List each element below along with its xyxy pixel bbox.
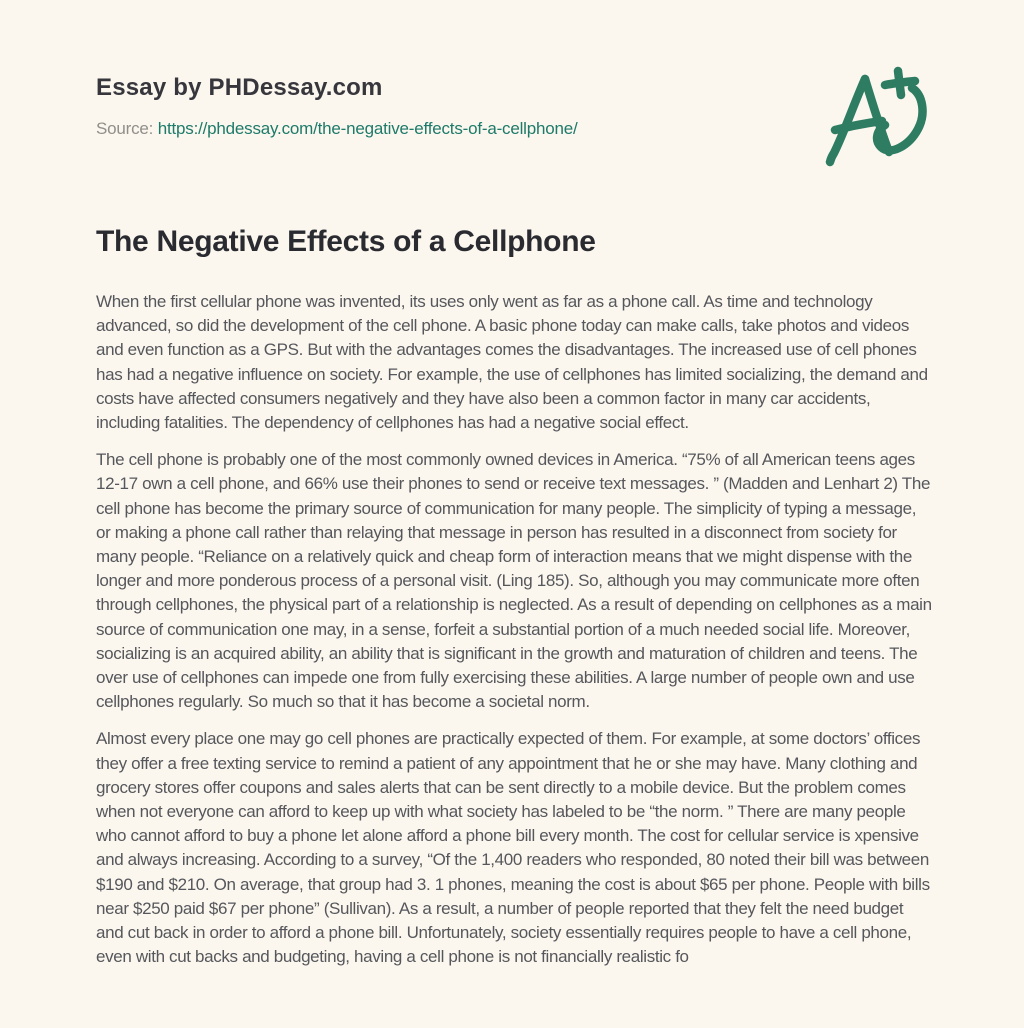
essay-title: The Negative Effects of a Cellphone bbox=[96, 225, 596, 258]
essay-by-heading: Essay by PHDessay.com bbox=[96, 74, 383, 101]
essay-body bbox=[96, 290, 932, 969]
essay-paragraph-2: The cell phone is probably one of the most commonly owned devices in America. “75% of all American teens ages 12-17 own a cell phone, and 66% use their phones to send or receive text messages. ” (Madden and Lenhart 2) The cell phone has become the primary source of communication for many people. The simplicity of typing a message, or making a phone call rather than relaying that message in person has resulted in a disconnect from society for many people. “Reliance on a relatively quick and cheap form of interaction means that we might dispense with the longer and more ponderous process of a personal visit. (Ling 185). So, although you may communicate more often through cellphones, the physical part of a relationship is neglected. As a result of depending on cellphones as a main source of communication one may, in a sense, forfeit a substantial portion of a much needed social life. Moreover, socializing is an acquired ability, an ability that is significant in the growth and maturation of children and teens. The over use of cellphones can impede one from fully exercising these abilities. A large number of people own and use cellphones regularly. So much so that it has become a societal norm. bbox=[96, 450, 932, 712]
source-link[interactable]: https://phdessay.com/the-negative-effects-of-a-cellphone/ bbox=[157, 119, 578, 138]
essay-paragraph-1: When the first cellular phone was invented, its uses only went as far as a phone call. As time and technology advanced, so did the development of the cell phone. A basic phone today can make calls, take photos and videos and even function as a GPS. But with the advantages comes the disadvantages. The increased use of cell phones has had a negative influence on society. For example, the use of cellphones has limited socializing, the demand and costs have affected consumers negatively and they have also been a common factor in many car accidents, including fatalities. The dependency of cellphones has had a negative social effect. bbox=[96, 292, 928, 433]
source-label: Source: bbox=[96, 119, 154, 138]
a-plus-logo-icon bbox=[818, 65, 958, 170]
essay-paragraph-3: Almost every place one may go cell phones are practically expected of them. For example, at some doctors’ offices they offer a free texting service to remind a patient of any appointment that he or she may have. Many clothing and grocery stores offer coupons and sales alerts that can be sent directly to a mobile device. But the problem comes when not everyone can afford to keep up with what society has labeled to be “the norm. ” There are many people who cannot afford to buy a phone let alone afford a phone bill every month. The cost for cellular service is xpensive and always increasing. According to a survey, “Of the 1,400 readers who responded, 80 noted their bill was between $190 and $210. On average, that group had 3. 1 phones, meaning the cost is about $65 per phone. People with bills near $250 paid $67 per phone” (Sullivan). As a result, a number of people reported that they felt the need budget and cut back in order to afford a phone bill. Unfortunately, society essentially requires people to have a cell phone, even with cut backs and budgeting, having a cell phone is not financially realistic fo bbox=[96, 729, 930, 967]
source-line bbox=[96, 117, 932, 140]
phdessay-logo bbox=[818, 65, 958, 170]
